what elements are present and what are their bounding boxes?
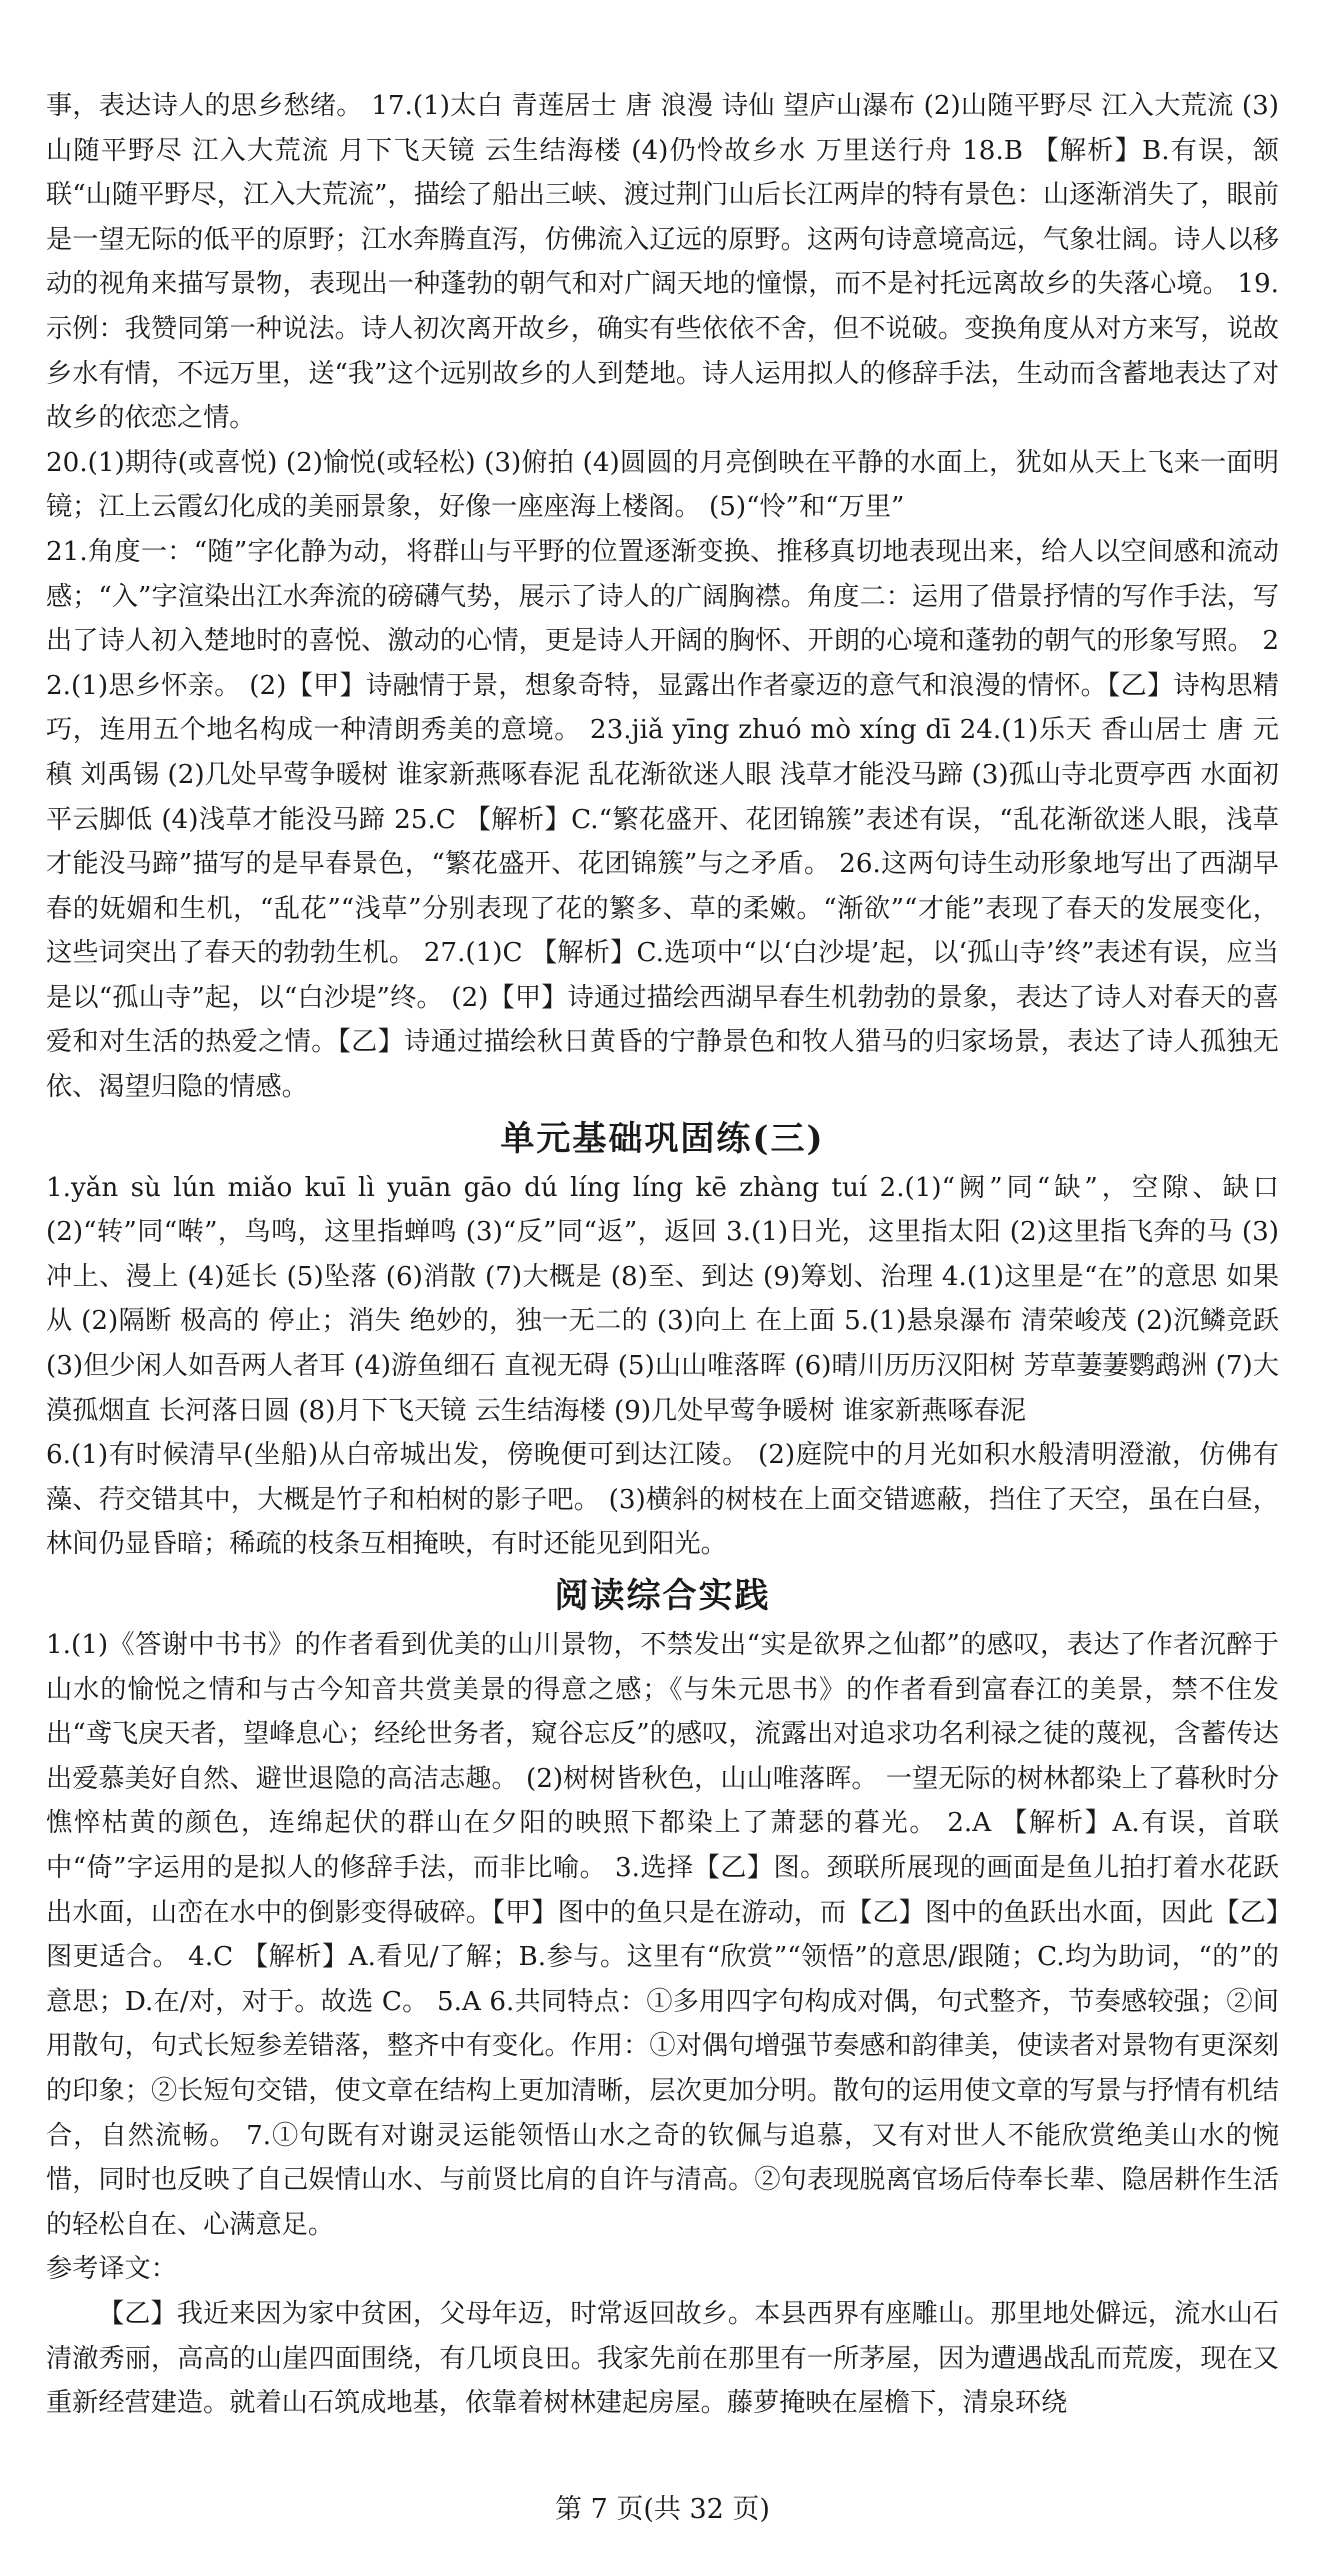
section-title-unit-review: 单元基础巩固练(三): [500, 1118, 825, 1159]
answer-paragraph-reading-1-7: 1.(1)《答谢中书书》的作者看到优美的山川景物，不禁发出“实是欲界之仙都”的感叹，表达了作者沉醉于山水的愉悦之情和与古今知音共赏美景的得意之感；《与朱元思书》的作者看到富春江的美景，禁不住发出“鸢飞戾天者，望峰息心；经纶世务者，窥谷忘反”的感叹，流露出对追求功名利禄之徒的蔑视，含蓄传达出爱慕美好自然、避世退隐的高洁志趣。 (2)树树皆秋色，山山唯落晖。 一望无际的树林都染上了暮秋时分憔悴枯黄的颜色，连绵起伏的群山在夕阳的映照下都染上了萧瑟的暮光。 2.A 【解析】A.有误，首联中“倚”字运用的是拟人的修辞手法，而非比喻。 3.选择【乙】图。颈联所展现的画面是鱼儿拍打着水花跃出水面，山峦在水中的倒影变得破碎。【甲】图中的鱼只是在游动，而【乙】图中的鱼跃出水面，因此【乙】图更适合。 4.C 【解析】A.看见/了解；B.参与。这里有“欣赏”“领悟”的意思/跟随；C.均为助词，“的”的意思；D.在/对，对于。故选 C。 5.A 6.共同特点：①多用四字句构成对偶，句式整齐，节奏感较强；②间用散句，句式长短参差错落，整齐中有变化。作用：①对偶句增强节奏感和韵律美，使读者对景物有更深刻的印象；②长短句交错，使文章在结构上更加清晰，层次更加分明。散句的运用使文章的写景与抒情有机结合，自然流畅。 7.①句既有对谢灵运能领悟山水之奇的钦佩与追慕，又有对世人不能欣赏绝美山水的惋惜，同时也反映了自己娱情山水、与前贤比肩的自许与清高。②句表现脱离官场后侍奉长辈、隐居耕作生活的轻松自在、心满意足。: [46, 1630, 1279, 2240]
answer-paragraph-20: 20.(1)期待(或喜悦) (2)愉悦(或轻松) (3)俯拍 (4)圆圆的月亮倒映在平静的水面上，犹如从天上飞来一面明镜；江上云霞幻化成的美丽景象，好像一座座海上楼阁。 (5)“怜”和“万里”: [46, 447, 1279, 523]
answer-paragraph-21-27: 21.角度一：“随”字化静为动，将群山与平野的位置逐渐变换、推移真切地表现出来，给人以空间感和流动感；“入”字渲染出江水奔流的磅礴气势，展示了诗人的广阔胸襟。角度二：运用了借景抒情的写作手法，写出了诗人初入楚地时的喜悦、激动的心情，更是诗人开阔的胸怀、开朗的心境和蓬勃的朝气的形象写照。 22.(1)思乡怀亲。 (2)【甲】诗融情于景，想象奇特，显露出作者豪迈的意气和浪漫的情怀。【乙】诗构思精巧，连用五个地名构成一种清朗秀美的意境。 23.jiǎ yīng zhuó mò xíng dī 24.(1)乐天 香山居士 唐 元稹 刘禹锡 (2)几处早莺争暖树 谁家新燕啄春泥 乱花渐欲迷人眼 浅草才能没马蹄 (3)孤山寺北贾亭西 水面初平云脚低 (4)浅草才能没马蹄 25.C 【解析】C.“繁花盛开、花团锦簇”表述有误，“乱花渐欲迷人眼，浅草才能没马蹄”描写的是早春景色，“繁花盛开、花团锦簇”与之矛盾。 26.这两句诗生动形象地写出了西湖早春的妩媚和生机，“乱花”“浅草”分别表现了花的繁多、草的柔嫩。“渐欲”“才能”表现了春天的发展变化，这些词突出了春天的勃勃生机。 27.(1)C 【解析】C.选项中“以‘白沙堤’起，以‘孤山寺’终”表述有误，应当是以“孤山寺”起，以“白沙堤”终。 (2)【甲】诗通过描绘西湖早春生机勃勃的景象，表达了诗人对春天的喜爱和对生活的热爱之情。【乙】诗通过描绘秋日黄昏的宁静景色和牧人猎马的归家场景，表达了诗人孤独无依、渴望归隐的情感。: [46, 536, 1279, 1103]
answer-paragraph-17-19: 事，表达诗人的思乡愁绪。 17.(1)太白 青莲居士 唐 浪漫 诗仙 望庐山瀑布 (2)山随平野尽 江入大荒流 (3)山随平野尽 江入大荒流 月下飞天镜 云生结海楼 (4)仍怜故乡水 万里送行舟 18.B 【解析】B.有误，颔联“山随平野尽，江入大荒流”，描绘了船出三峡、渡过荆门山后长江两岸的特有景色：山逐渐消失了，眼前是一望无际的低平的原野；江水奔腾直泻，仿佛流入辽远的原野。这两句诗意境高远，气象壮阔。诗人以移动的视角来描写景物，表现出一种蓬勃的朝气和对广阔天地的憧憬，而不是衬托远离故乡的失落心境。 19.示例：我赞同第一种说法。诗人初次离开故乡，确实有些依依不舍，但不说破。变换角度从对方来写，说故乡水有情，不远万里，送“我”这个远别故乡的人到楚地。诗人运用拟人的修辞手法，生动而含蓄地表达了对故乡的依恋之情。: [46, 91, 1279, 434]
reference-translation-label: 参考译文：: [46, 2254, 177, 2285]
page-number-footer: 第 7 页(共 32 页): [555, 2494, 770, 2525]
reference-translation-text: 【乙】我近来因为家中贫困，父母年迈，时常返回故乡。本县西界有座雕山。那里地处僻远，流水山石清澈秀丽，高高的山崖四面围绕，有几顷良田。我家先前在那里有一所茅屋，因为遭遇战乱而荒废，现在又重新经营建造。就着山石筑成地基，依靠着树林建起房屋。藤萝掩映在屋檐下，清泉环绕: [46, 2298, 1279, 2419]
answer-paragraph-unit-6: 6.(1)有时候清早(坐船)从白帝城出发，傍晚便可到达江陵。 (2)庭院中的月光如积水般清明澄澈，仿佛有藻、荇交错其中，大概是竹子和柏树的影子吧。 (3)横斜的树枝在上面交错遮蔽，挡住了天空，虽在白昼，林间仍显昏暗；稀疏的枝条互相掩映，有时还能见到阳光。: [46, 1440, 1279, 1560]
section-title-reading-practice: 阅读综合实践: [554, 1576, 771, 1616]
answer-paragraph-unit-1-5: 1.yǎn sù lún miǎo kuī lì yuān gāo dú líng líng kē zhàng tuí 2.(1)“阙”同“缺”，空隙、缺口 (2)“转”同“啭”，鸟鸣，这里指蝉鸣 (3)“反”同“返”，返回 3.(1)日光，这里指太阳 (2)这里指飞奔的马 (3)冲上、漫上 (4)延长 (5)坠落 (6)消散 (7)大概是 (8)至、到达 (9)筹划、治理 4.(1)这里是“在”的意思 如果 从 (2)隔断 极高的 停止；消失 绝妙的，独一无二的 (3)向上 在上面 5.(1)悬泉瀑布 清荣峻茂 (2)沉鳞竞跃 (3)但少闲人如吾两人者耳 (4)游鱼细石 直视无碍 (5)山山唯落晖 (6)晴川历历汉阳树 芳草萋萋鹦鹉洲 (7)大漠孤烟直 长河落日圆 (8)月下飞天镜 云生结海楼 (9)几处早莺争暖树 谁家新燕啄春泥: [46, 1172, 1279, 1426]
